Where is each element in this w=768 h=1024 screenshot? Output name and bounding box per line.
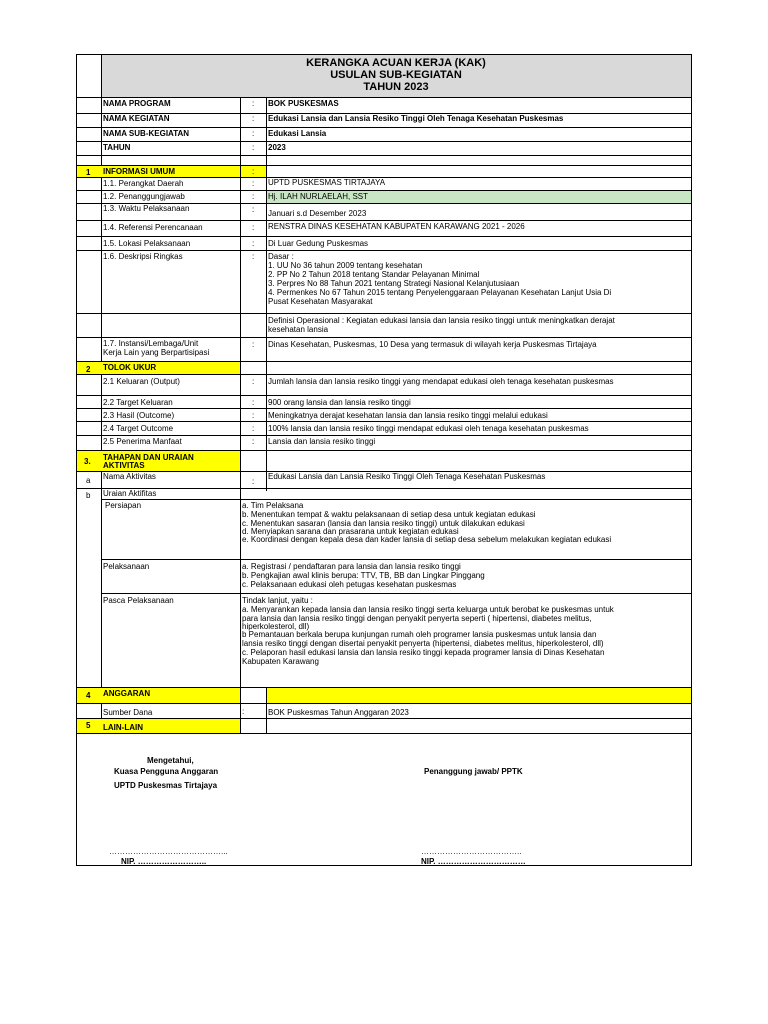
colon: : [252, 424, 255, 433]
row-1-5-value: Di Luar Gedung Puskesmas [268, 239, 369, 248]
row-2-1-value: Jumlah lansia dan lansia resiko tinggi yang mendapat edukasi oleh tenaga kesehatan puskesmas [268, 377, 614, 386]
program-value: BOK PUSKESMAS [268, 99, 339, 108]
dasar-item: 3. Perpres No 88 Tahun 2021 tentang Strategi Nasional Kelanjutusiaan [268, 279, 520, 288]
pasca-item: a. Menyarankan kepada lansia dan lansia resiko tinggi serta keluarga untuk berobat ke puskesmas untuk [242, 605, 614, 614]
item-a-letter: a [86, 476, 91, 485]
section-4-title: ANGGARAN [103, 689, 151, 698]
section-3-title-1: TAHAPAN DAN URAIAN [103, 453, 194, 462]
sumber-dana-value: BOK Puskesmas Tahun Anggaran 2023 [268, 708, 409, 717]
pasca-item: lansia resiko tinggi dengan disertai penyakit penyerta (hipertensi, diabetes melitus, hiperkolesterol, dll) [242, 639, 604, 648]
row-2-4-value: 100% lansia dan lansia resiko tinggi mendapat edukasi oleh tenaga kesehatan puskesmas [268, 424, 589, 433]
pasca-item: c. Pelaporan hasil edukasi lansia dan lansia resiko tinggi kepada programer lansia di Dinas Kesehatan [242, 648, 605, 657]
kegiatan-value: Edukasi Lansia dan Lansia Resiko Tinggi Oleh Tenaga Kesehatan Puskesmas [268, 114, 564, 123]
pelaksanaan-item: b. Pengkajian awal klinis berupa: TTV, TB, BB dan Lingkar Pinggang [242, 571, 485, 580]
pasca-item: hiperkolesterol, dll) [242, 622, 310, 631]
sumber-dana-label: Sumber Dana [103, 708, 153, 717]
row-1-1-label: 1.1. Perangkat Daerah [103, 179, 184, 188]
pasca-item: b Pemantauan berkala berupa kunjungan rumah oleh programer lansia puskesmas untuk lansia dan [242, 630, 597, 639]
row-2-3-label: 2.3 Hasil (Outcome) [103, 411, 175, 420]
kak-document [76, 54, 692, 866]
persiapan-item: b. Menentukan tempat & waktu pelaksanaan di setiap desa untuk kegiatan edukasi [242, 510, 536, 519]
row-1-4-value: RENSTRA DINAS KESEHATAN KABUPATEN KARAWANG 2021 - 2026 [268, 222, 525, 231]
section-1-number: 1 [86, 168, 91, 177]
uraian-label: Uraian Aktifitas [103, 489, 157, 498]
colon: : [252, 114, 255, 123]
section-1-title: INFORMASI UMUM [103, 167, 175, 176]
signature-kpa: Kuasa Pengguna Anggaran [114, 767, 219, 776]
section-2-number: 2 [86, 365, 91, 374]
row-1-3-label: 1.3. Waktu Pelaksanaan [103, 204, 190, 213]
row-2-1-label: 2.1 Keluaran (Output) [103, 377, 180, 386]
pelaksanaan-item: c. Pelaksanaan edukasi oleh petugas kesehatan puskesmas [242, 580, 457, 589]
signature-right-dots: ……………………………….. [421, 847, 522, 856]
colon: : [252, 143, 255, 152]
colon: : [252, 252, 255, 261]
row-2-5-label: 2.5 Penerima Manfaat [103, 437, 182, 446]
row-2-4-label: 2.4 Target Outcome [103, 424, 174, 433]
colon: : [252, 192, 255, 201]
persiapan-item: a. Tim Pelaksana [242, 501, 304, 510]
title-line-2: USULAN SUB-KEGIATAN [330, 69, 462, 81]
dasar-item: 1. UU No 36 tahun 2009 tentang kesehatan [268, 261, 423, 270]
row-2-2-label: 2.2 Target Keluaran [103, 398, 173, 407]
document-title [101, 55, 691, 97]
dasar-item: 4. Permenkes No 67 Tahun 2015 tentang Penyelenggaraan Pelayanan Kesehatan Lanjut Usia Di [268, 288, 612, 297]
dasar-item: 2. PP No 2 Tahun 2018 tentang Standar Pelayanan Minimal [268, 270, 480, 279]
sub-kegiatan-label: NAMA SUB-KEGIATAN [103, 129, 190, 138]
row-1-2-value: Hj. ILAH NURLAELAH, SST [268, 192, 369, 201]
pasca-item: para lansia dan lansia resiko tinggi dengan penyakit penyerta seperti ( hipertensi, diabetes melitus, [242, 614, 592, 623]
colon: : [252, 340, 255, 349]
signature-left-dots: ……………………………………... [109, 847, 228, 856]
section-2-title: TOLOK UKUR [103, 363, 157, 372]
dasar-item: Pusat Kesehatan Masyarakat [268, 297, 373, 306]
signature-left-nip: NIP. …………………….. [121, 857, 207, 866]
kegiatan-label: NAMA KEGIATAN [103, 114, 170, 123]
colon: : [252, 99, 255, 108]
section-4-number: 4 [86, 691, 91, 700]
row-1-7-label-2: Kerja Lain yang Berpartisipasi [103, 348, 210, 357]
persiapan-item: d. Menyiapkan sarana dan prasarana untuk kegiatan edukasi [242, 527, 459, 536]
tahun-label: TAHUN [103, 143, 131, 152]
signature-pptk: Penanggung jawab/ PPTK [424, 767, 523, 776]
row-1-6-label: 1.6. Deskripsi Ringkas [103, 252, 183, 261]
row-1-2-label: 1.2. Penanggungjawab [103, 192, 185, 201]
row-1-1-value: UPTD PUSKESMAS TIRTAJAYA [268, 178, 386, 187]
colon: : [252, 129, 255, 138]
nama-aktivitas-value: Edukasi Lansia dan Lansia Resiko Tinggi Oleh Tenaga Kesehatan Puskesmas [268, 472, 546, 481]
title-line-3: TAHUN 2023 [363, 81, 429, 93]
signature-mengetahui: Mengetahui, [147, 756, 194, 765]
pasca-item: Kabupaten Karawang [242, 657, 319, 666]
row-1-7-value: Dinas Kesehatan, Puskesmas, 10 Desa yang termasuk di wilayah kerja Puskesmas Tirtajaya [268, 340, 597, 349]
persiapan-label: Persiapan [105, 501, 142, 510]
colon: : [252, 239, 255, 248]
persiapan-item: e. Koordinasi dengan kepala desa dan kader lansia di setiap desa sebelum melakukan kegiatan edukasi [242, 535, 612, 544]
program-label: NAMA PROGRAM [103, 99, 171, 108]
row-2-5-value: Lansia dan lansia resiko tinggi [268, 437, 376, 446]
tahun-value: 2023 [268, 143, 286, 152]
colon: : [252, 179, 255, 188]
nama-aktivitas-label: Nama Aktivitas [103, 472, 156, 481]
colon: : [252, 377, 255, 386]
definisi-line: kesehatan lansia [268, 325, 329, 334]
section-3-number: 3. [84, 457, 91, 466]
row-2-3-value: Meningkatnya derajat kesehatan lansia dan lansia resiko tinggi melalui edukasi [268, 411, 548, 420]
colon: : [252, 398, 255, 407]
colon: : [242, 707, 245, 716]
pasca-item: Tindak lanjut, yaitu : [242, 596, 313, 605]
pelaksanaan-item: a. Registrasi / pendaftaran para lansia dan lansia resiko tinggi [242, 562, 461, 571]
title-line-1: KERANGKA ACUAN KERJA (KAK) [306, 57, 486, 69]
row-1-5-label: 1.5. Lokasi Pelaksanaan [103, 239, 191, 248]
colon: : [252, 437, 255, 446]
row-1-4-label: 1.4. Referensi Perencanaan [103, 223, 203, 232]
signature-right-nip: NIP. …………………………… [421, 857, 526, 866]
sub-kegiatan-value: Edukasi Lansia [268, 129, 327, 138]
section-3-title-2: AKTIVITAS [103, 461, 145, 470]
colon: : [252, 205, 255, 214]
row-1-3-value: Januari s.d Desember 2023 [268, 209, 367, 218]
row-1-7-label-1: 1.7. Instansi/Lembaga/Unit [103, 339, 199, 348]
pelaksanaan-label: Pelaksanaan [103, 562, 150, 571]
colon: : [252, 477, 255, 486]
colon: : [252, 167, 255, 176]
pasca-label: Pasca Pelaksanaan [103, 596, 174, 605]
definisi-line: Definisi Operasional : Kegiatan edukasi lansia dan lansia resiko tinggi untuk meningkatkan derajat [268, 316, 615, 325]
colon: : [252, 223, 255, 232]
colon: : [252, 411, 255, 420]
section-5-title: LAIN-LAIN [103, 723, 143, 732]
persiapan-item: c. Menentukan sasaran (lansia dan lansia resiko tinggi) untuk dilakukan edukasi [242, 519, 525, 528]
signature-uptd: UPTD Puskesmas Tirtajaya [114, 781, 218, 790]
item-b-letter: b [86, 491, 91, 500]
dasar-heading: Dasar : [268, 252, 294, 261]
section-5-number: 5 [86, 721, 91, 730]
row-2-2-value: 900 orang lansia dan lansia resiko tinggi [268, 398, 411, 407]
